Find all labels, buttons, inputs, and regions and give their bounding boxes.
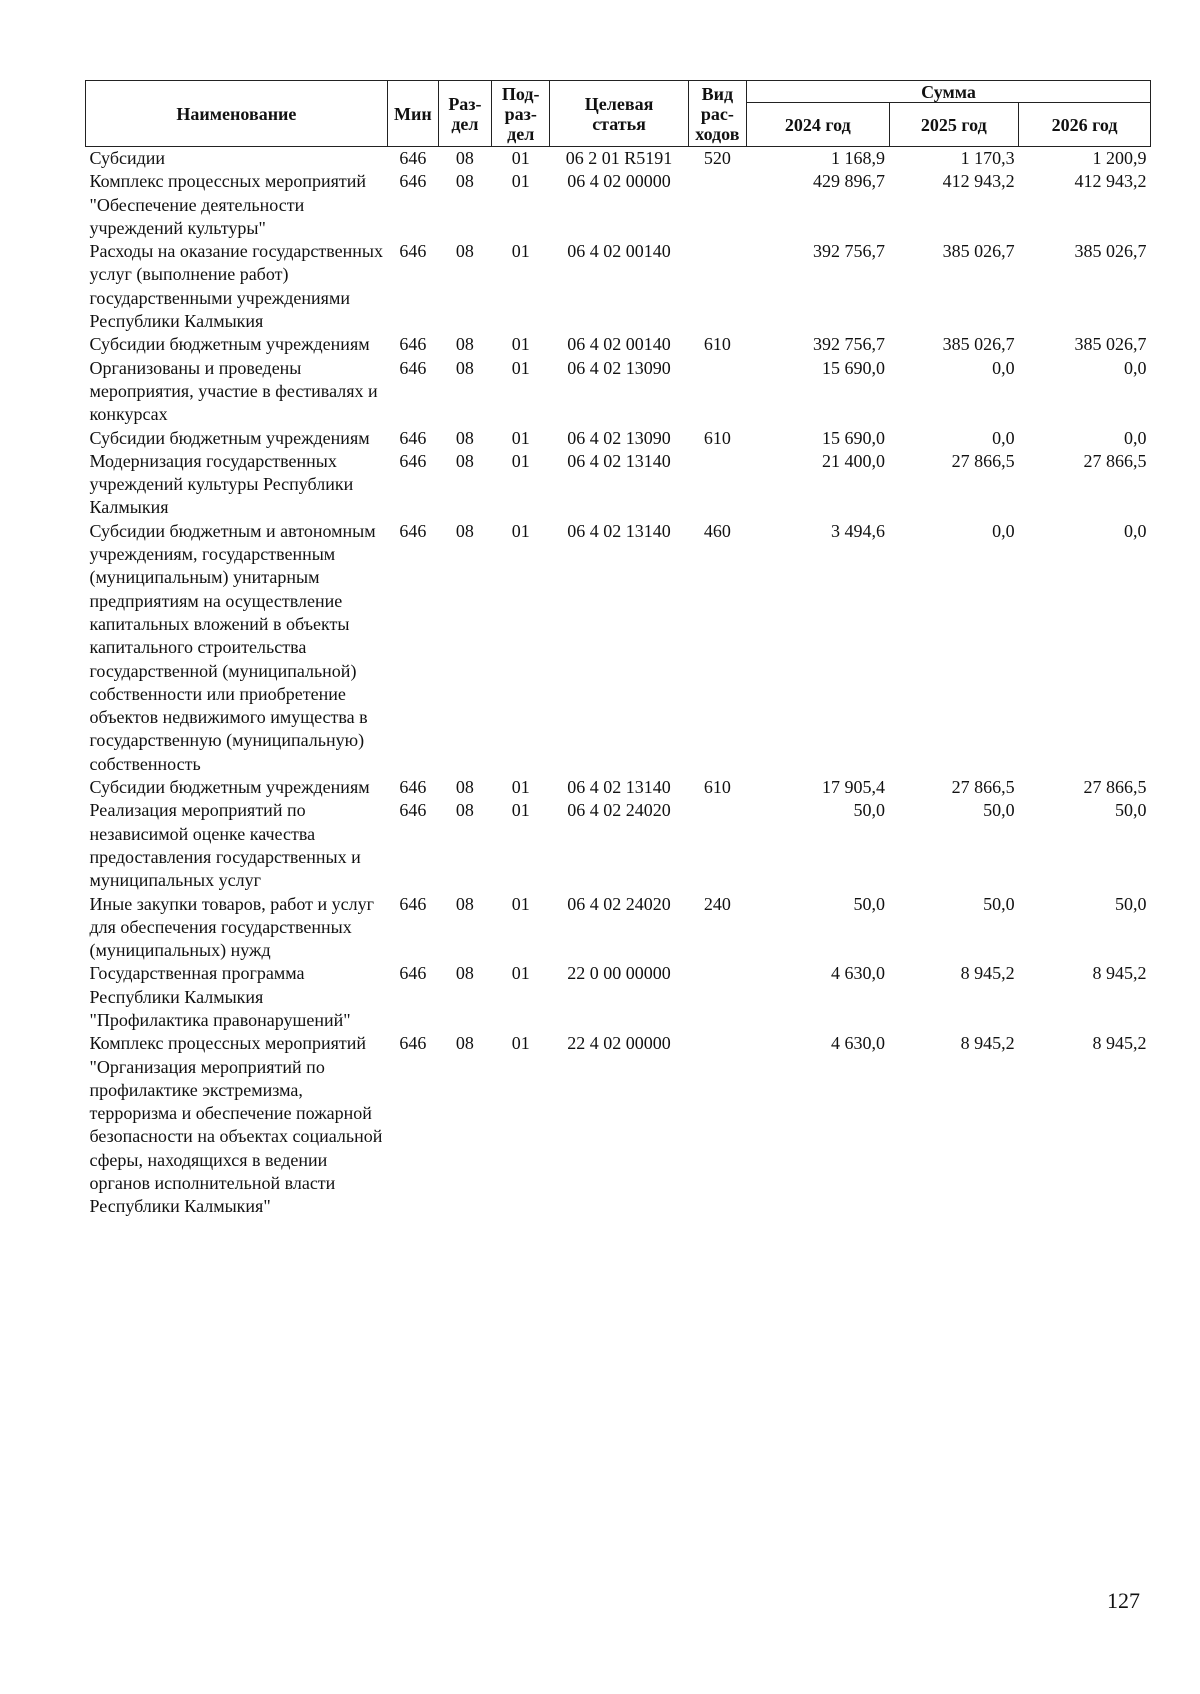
cell-2025: 50,0: [983, 800, 1015, 821]
header-podrazdel-line-1: Под-: [501, 83, 540, 104]
cell-vid: 460: [703, 520, 731, 541]
cell-razdel: 08: [455, 1033, 474, 1054]
table-row: [86, 776, 1151, 799]
cell-target: 06 4 02 24020: [567, 893, 671, 914]
cell-target: 06 4 02 00140: [567, 241, 671, 262]
cell-razdel: 08: [455, 450, 474, 471]
cell-razdel: 08: [455, 427, 474, 448]
cell-name: Государственная программа Республики Калмыкия "Профилактика правонарушений": [89, 963, 351, 1030]
header-sum: Сумма: [747, 81, 1151, 103]
cell-name: Комплекс процессных мероприятий "Обеспечение деятельности учреждений культуры": [89, 171, 367, 238]
cell-target: 22 4 02 00000: [567, 1033, 671, 1054]
cell-razdel: 08: [455, 171, 474, 192]
cell-vid: [688, 450, 746, 520]
cell-2025: 0,0: [992, 427, 1015, 448]
cell-target: 06 4 02 13140: [567, 450, 671, 471]
cell-min: 646: [399, 241, 427, 262]
cell-2024: 392 756,7: [813, 241, 885, 262]
cell-2026: 385 026,7: [1074, 241, 1147, 262]
cell-2026: 385 026,7: [1074, 334, 1147, 355]
table-row: [86, 520, 1151, 776]
cell-2024: 3 494,6: [831, 520, 885, 541]
cell-2025: 0,0: [992, 520, 1015, 541]
cell-2024: 17 905,4: [822, 777, 885, 798]
cell-2024: 4 630,0: [831, 1033, 885, 1054]
cell-podrazdel: 01: [511, 963, 530, 984]
cell-2026: 50,0: [1115, 800, 1147, 821]
cell-razdel: 08: [455, 777, 474, 798]
cell-2026: 0,0: [1124, 357, 1147, 378]
table-row: [86, 357, 1151, 427]
cell-min: 646: [399, 777, 427, 798]
cell-min: 646: [399, 427, 427, 448]
cell-podrazdel: 01: [511, 450, 530, 471]
header-min: Мин: [387, 81, 438, 147]
cell-2024: 1 168,9: [831, 148, 885, 168]
cell-razdel: 08: [455, 357, 474, 378]
header-podrazdel-line-3: дел: [507, 123, 535, 144]
cell-podrazdel: 01: [511, 427, 530, 448]
cell-vid: 610: [703, 334, 731, 355]
table-row: [86, 1032, 1151, 1218]
table-body: [86, 147, 1151, 1219]
table-header: [86, 81, 1151, 147]
cell-min: 646: [399, 334, 427, 355]
cell-podrazdel: 01: [511, 520, 530, 541]
cell-2026: 0,0: [1124, 427, 1147, 448]
cell-2025: 385 026,7: [942, 334, 1015, 355]
table-row: [86, 240, 1151, 333]
cell-2025: 1 170,3: [960, 148, 1015, 168]
cell-vid: 610: [703, 777, 731, 798]
header-razdel: [438, 81, 491, 147]
table-row: [86, 893, 1151, 963]
cell-vid: 520: [703, 148, 731, 168]
header-podrazdel: [492, 81, 550, 147]
cell-target: 06 4 02 00000: [567, 171, 671, 192]
cell-name: Субсидии бюджетным учреждениям: [89, 777, 370, 798]
header-target-line-2: статья: [592, 113, 646, 134]
cell-2024: 50,0: [853, 800, 885, 821]
cell-2026: 412 943,2: [1074, 171, 1147, 192]
cell-name: Комплекс процессных мероприятий "Организация мероприятий по профилактике экстремизма, терроризма и обеспечение пожарной безопасности на объектах социальной сферы, находящихся в ведении органов исполнительной власти Республики Калмыкия": [89, 1033, 383, 1217]
cell-min: 646: [399, 171, 427, 192]
cell-target: 06 4 02 00140: [567, 334, 671, 355]
header-razdel-line-2: дел: [451, 113, 479, 134]
cell-target: 06 4 02 13090: [567, 357, 671, 378]
cell-2025: 27 866,5: [951, 777, 1015, 798]
cell-2026: 27 866,5: [1083, 777, 1147, 798]
header-podrazdel-line-2: раз-: [504, 103, 537, 124]
table-row: [86, 333, 1151, 356]
cell-min: 646: [399, 1033, 427, 1054]
cell-podrazdel: 01: [511, 1033, 530, 1054]
cell-podrazdel: 01: [511, 357, 530, 378]
budget-table: [85, 80, 1151, 1219]
header-year-2025: 2025 год: [889, 103, 1019, 147]
cell-target: 06 4 02 24020: [567, 800, 671, 821]
page-number: 127: [1107, 1588, 1140, 1613]
cell-podrazdel: 01: [511, 171, 530, 192]
cell-name: Субсидии бюджетным учреждениям: [89, 427, 370, 448]
cell-name: Организованы и проведены мероприятия, участие в фестивалях и конкурсах: [89, 357, 378, 425]
cell-2024: 21 400,0: [822, 450, 885, 471]
cell-min: 646: [399, 450, 427, 471]
cell-podrazdel: 01: [511, 148, 530, 168]
cell-podrazdel: 01: [511, 241, 530, 262]
cell-vid: [688, 170, 746, 240]
cell-min: 646: [399, 963, 427, 984]
cell-min: 646: [399, 520, 427, 541]
cell-2024: 429 896,7: [813, 171, 885, 192]
cell-razdel: 08: [455, 800, 474, 821]
cell-2025: 385 026,7: [942, 241, 1015, 262]
cell-target: 22 0 00 00000: [567, 963, 671, 984]
cell-2025: 8 945,2: [960, 1033, 1015, 1054]
cell-name: Иные закупки товаров, работ и услуг для обеспечения государственных (муниципальных) нужд: [89, 893, 374, 961]
table-row: [86, 147, 1151, 171]
cell-vid: [688, 799, 746, 892]
cell-podrazdel: 01: [511, 777, 530, 798]
table-row: [86, 170, 1151, 240]
cell-target: 06 4 02 13140: [567, 520, 671, 541]
cell-name: Модернизация государственных учреждений культуры Республики Калмыкия: [89, 450, 354, 518]
table-row: [86, 962, 1151, 1032]
header-year-2026: 2026 год: [1019, 103, 1151, 147]
cell-2026: 8 945,2: [1092, 1033, 1147, 1054]
cell-vid: [688, 1032, 746, 1218]
cell-2025: 412 943,2: [942, 171, 1015, 192]
header-vid: [688, 81, 746, 147]
cell-target: 06 4 02 13090: [567, 427, 671, 448]
cell-razdel: 08: [455, 334, 474, 355]
header-razdel-line-1: Раз-: [448, 93, 482, 114]
cell-vid: [688, 962, 746, 1032]
table-row: [86, 799, 1151, 892]
table-row: [86, 450, 1151, 520]
cell-vid: [688, 357, 746, 427]
table-row: [86, 427, 1151, 450]
header-year-2024: 2024 год: [747, 103, 889, 147]
cell-2025: 50,0: [983, 893, 1015, 914]
cell-name: Реализация мероприятий по независимой оценке качества предоставления государственных и муниципальных услуг: [89, 800, 361, 891]
cell-target: 06 2 01 R5191: [565, 148, 673, 168]
cell-razdel: 08: [455, 893, 474, 914]
cell-razdel: 08: [455, 520, 474, 541]
header-target: [550, 81, 688, 147]
cell-target: 06 4 02 13140: [567, 777, 671, 798]
header-vid-line-2: рас-: [700, 103, 734, 124]
cell-name: Субсидии бюджетным учреждениям: [89, 334, 370, 355]
cell-vid: 610: [703, 427, 731, 448]
cell-podrazdel: 01: [511, 800, 530, 821]
header-target-line-1: Целевая: [584, 93, 654, 114]
cell-2024: 15 690,0: [822, 427, 885, 448]
cell-podrazdel: 01: [511, 334, 530, 355]
cell-name: Субсидии: [89, 148, 166, 168]
cell-vid: [688, 240, 746, 333]
cell-razdel: 08: [455, 963, 474, 984]
cell-2024: 4 630,0: [831, 963, 885, 984]
cell-2025: 0,0: [992, 357, 1015, 378]
cell-2026: 27 866,5: [1083, 450, 1147, 471]
cell-min: 646: [399, 148, 427, 168]
cell-2025: 27 866,5: [951, 450, 1015, 471]
cell-2024: 50,0: [853, 893, 885, 914]
cell-2026: 8 945,2: [1092, 963, 1147, 984]
header-vid-line-3: ходов: [695, 123, 740, 144]
cell-name: Расходы на оказание государственных услуг (выполнение работ) государственными учреждениями Республики Калмыкия: [89, 241, 383, 332]
cell-2026: 1 200,9: [1092, 148, 1147, 168]
header-name: Наименование: [86, 81, 388, 147]
cell-2025: 8 945,2: [960, 963, 1015, 984]
cell-min: 646: [399, 893, 427, 914]
cell-razdel: 08: [455, 241, 474, 262]
cell-min: 646: [399, 800, 427, 821]
header-vid-line-1: Вид: [701, 83, 734, 104]
cell-2026: 0,0: [1124, 520, 1147, 541]
cell-vid: 240: [703, 893, 731, 914]
cell-2024: 15 690,0: [822, 357, 885, 378]
cell-2026: 50,0: [1115, 893, 1147, 914]
cell-name: Субсидии бюджетным и автономным учреждениям, государственным (муниципальным) унитарным предприятиям на осуществление капитальных вложений в объекты капитального строительства государственной (муниципальной) собственности или приобретение объектов недвижимого имущества в государственную (муниципальную) собственность: [89, 520, 376, 774]
cell-2024: 392 756,7: [813, 334, 885, 355]
cell-podrazdel: 01: [511, 893, 530, 914]
cell-razdel: 08: [455, 148, 474, 168]
cell-min: 646: [399, 357, 427, 378]
